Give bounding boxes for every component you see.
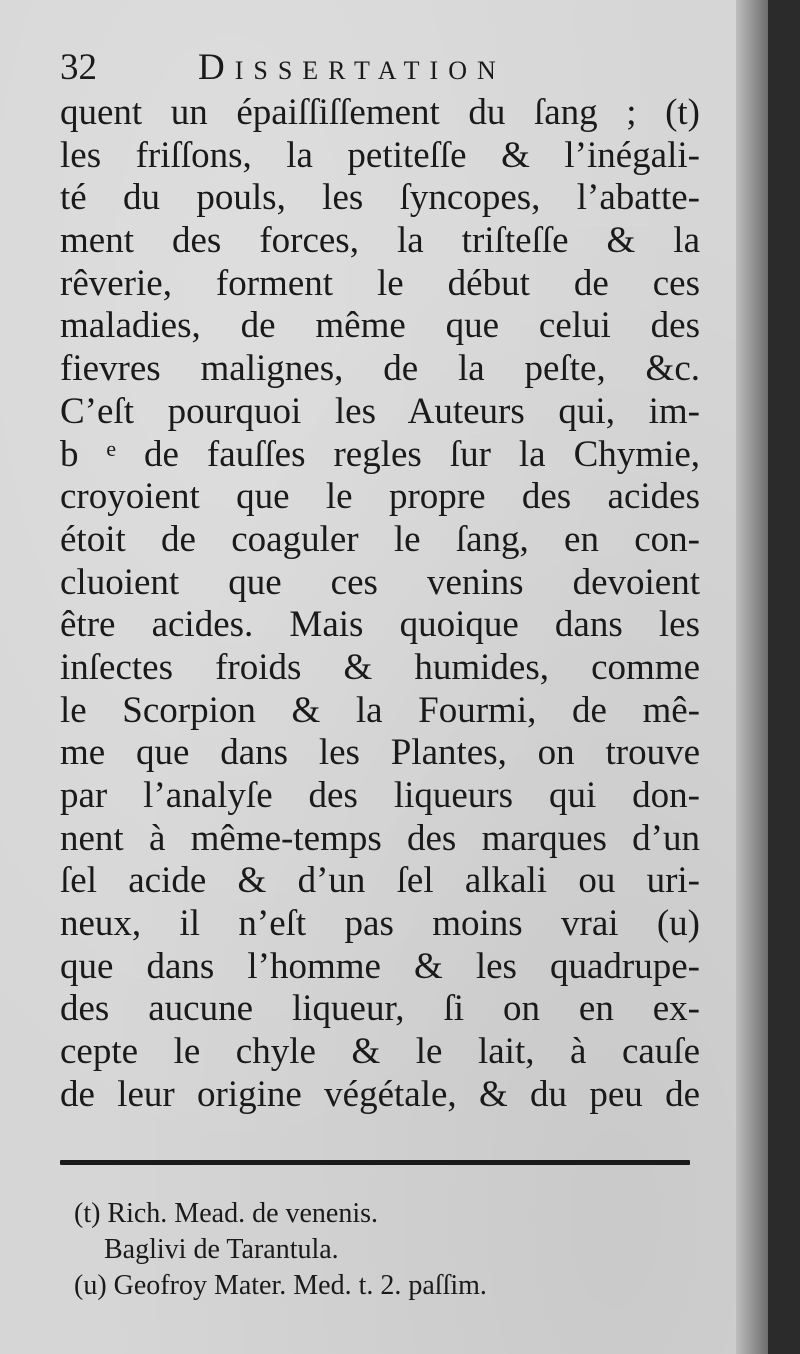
text-line: étoit de coaguler le ſang, en con-	[60, 518, 700, 560]
text-line: fievres malignes, de la peſte, &c.	[60, 348, 700, 390]
footnote-t: (t) Rich. Mead. de venenis.	[74, 1198, 379, 1229]
text-line: que dans l’homme & les quadrupe-	[60, 945, 700, 987]
text-line: b ᵉ de fauſſes regles ſur la Chymie,	[60, 433, 700, 475]
text-line: ment des forces, la triſteſſe & la	[60, 220, 700, 262]
footnote-divider	[60, 1160, 690, 1165]
page-header	[60, 44, 700, 92]
page-gutter-shadow	[736, 0, 768, 1354]
text-line: inſectes froids & humides, comme	[60, 646, 700, 688]
text-line: des aucune liqueur, ſi on en ex-	[60, 988, 700, 1030]
footnote-u: (u) Geofroy Mater. Med. t. 2. paſſim.	[74, 1270, 487, 1301]
text-line: ſel acide & d’un ſel alkali ou uri-	[60, 860, 700, 902]
footnotes	[74, 1196, 694, 1304]
text-line: maladies, de même que celui des	[60, 305, 700, 347]
text-line: croyoient que le propre des acides	[60, 476, 700, 518]
text-line: le Scorpion & la Fourmi, de mê-	[60, 689, 700, 731]
text-line: rêverie, forment le début de ces	[60, 262, 700, 304]
text-line: par l’analyſe des liqueurs qui don-	[60, 775, 700, 816]
text-line: les friſſons, la petiteſſe & l’inégali-	[60, 134, 700, 176]
text-line: être acides. Mais quoique dans les	[60, 604, 700, 646]
text-line: té du pouls, les ſyncopes, l’abatte-	[60, 177, 700, 219]
text-line: quent un épaiſſiſſement du ſang ; (t)	[60, 92, 700, 133]
text-line: nent à même-temps des marques d’un	[60, 817, 700, 859]
text-line: cepte le chyle & le lait, à cauſe	[60, 1031, 700, 1073]
text-line: me que dans les Plantes, on trouve	[60, 732, 700, 774]
text-line: de leur origine végétale, & du peu de	[60, 1073, 700, 1115]
running-title: Dissertation	[198, 47, 506, 88]
footnote-t-continuation: Baglivi de Tarantula.	[104, 1234, 339, 1265]
text-line: neux, il n’eſt pas moins vrai (u)	[60, 903, 700, 945]
text-line: cluoient que ces venins devoient	[60, 561, 700, 603]
text-line: C’eſt pourquoi les Auteurs qui, im-	[60, 390, 700, 432]
body-text	[60, 92, 700, 1117]
page-number: 32	[60, 47, 97, 88]
